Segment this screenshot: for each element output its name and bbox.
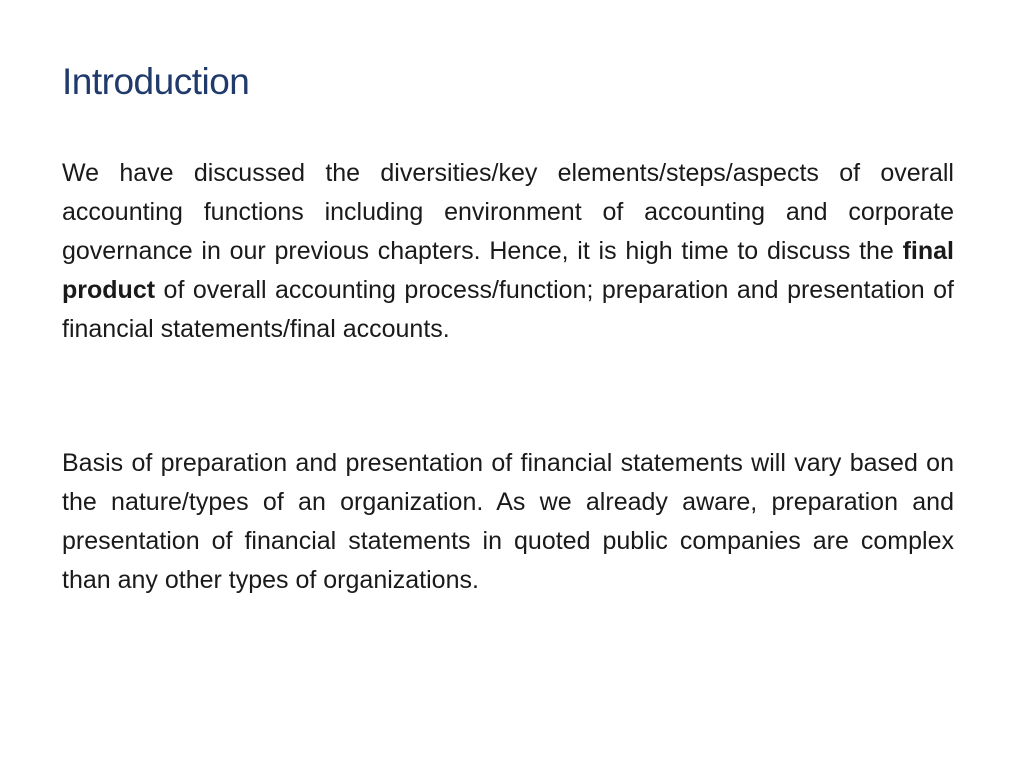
paragraph-basis: Basis of preparation and presentation of financial statements will vary based on the nature/types of an organization. As we already aware, preparation and presentation of financial statements in quoted public companies are complex than any other types of organizations. <box>62 449 954 594</box>
paragraph-intro-text-end: of overall accounting process/function; preparation and presentation of financial statements/final accounts. <box>62 276 954 343</box>
slide-title: Introduction <box>62 61 250 102</box>
paragraph-intro <box>62 154 954 349</box>
paragraph-intro-bold-text: final product <box>62 237 954 304</box>
paragraph-intro-text-start: We have discussed the diversities/key elements/steps/aspects of overall accounting functions including environment of accounting and corporate governance in our previous chapters. Hence, it is high time to discuss the <box>62 159 954 265</box>
